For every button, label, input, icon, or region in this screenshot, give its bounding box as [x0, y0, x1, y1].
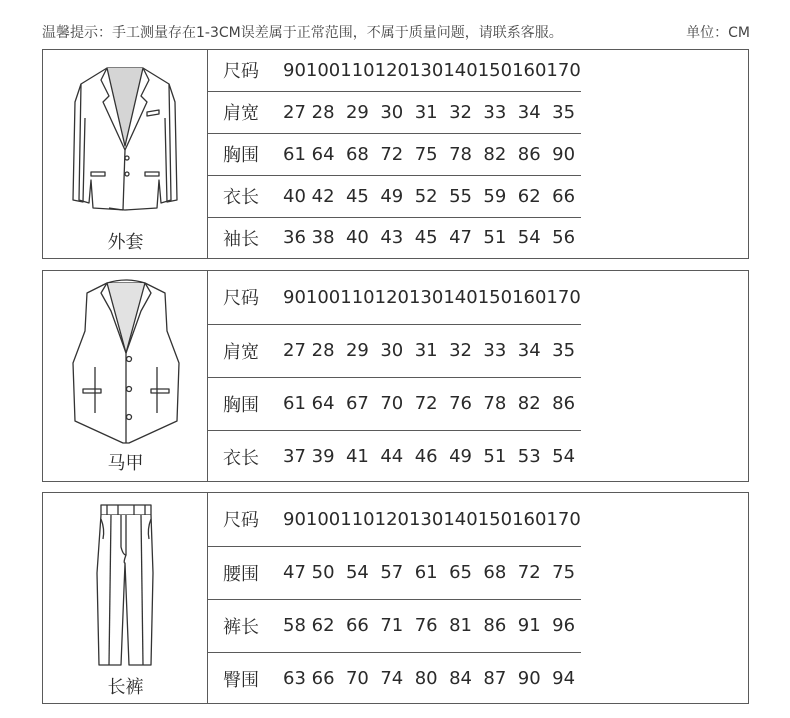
- table-cell: 45: [340, 175, 374, 217]
- table-cell: 86: [546, 377, 580, 430]
- table-cell: 47: [449, 227, 472, 249]
- table-cell: 35: [546, 324, 580, 377]
- vest-image-cell: [43, 271, 208, 481]
- table-cell: 84: [449, 668, 472, 690]
- table-cell: 42: [306, 175, 340, 217]
- table-cell: 68: [340, 133, 374, 175]
- table-cell: 120: [375, 493, 409, 546]
- table-cell: 40: [283, 175, 306, 217]
- table-row: [208, 493, 581, 546]
- trousers-label: 长裤: [107, 677, 144, 698]
- table-cell: 100: [306, 493, 340, 546]
- table-cell: 62: [512, 175, 546, 217]
- measurement-notice: 温馨提示：手工测量存在1-3CM误差属于正常范围，不属于质量问题，请联系客服。: [42, 25, 563, 41]
- table-cell: 90: [517, 668, 541, 690]
- table-cell: 31: [409, 324, 443, 377]
- table-cell: 140: [443, 493, 477, 546]
- table-cell: 96: [546, 599, 580, 652]
- table-cell: 72: [512, 546, 546, 599]
- row-label: 臀围: [223, 669, 259, 691]
- row-label: 尺码: [208, 50, 283, 91]
- table-cell: 56: [552, 227, 576, 249]
- table-row: [208, 175, 581, 217]
- table-cell: 61: [283, 133, 306, 175]
- table-cell: 35: [546, 91, 580, 133]
- table-cell: 110: [340, 271, 374, 324]
- table-cell: 30: [375, 324, 409, 377]
- row-label: 裤长: [208, 599, 283, 652]
- row-label: 袖长: [223, 228, 259, 250]
- table-cell: 86: [512, 133, 546, 175]
- table-cell: 61: [409, 546, 443, 599]
- row-label: 衣长: [208, 175, 283, 217]
- table-cell: 53: [517, 446, 541, 468]
- table-cell: 33: [478, 91, 512, 133]
- table-cell: 33: [478, 324, 512, 377]
- table-cell: 51: [483, 227, 507, 249]
- table-row: [208, 324, 581, 377]
- row-label: 尺码: [208, 493, 283, 546]
- table-cell: 81: [443, 599, 477, 652]
- table-cell: 76: [409, 599, 443, 652]
- table-cell: 38: [311, 227, 335, 249]
- table-cell: 74: [380, 668, 404, 690]
- table-cell: 80: [414, 668, 438, 690]
- jacket-label: 外套: [107, 232, 144, 253]
- table-cell: 72: [375, 133, 409, 175]
- table-cell: 130: [409, 493, 443, 546]
- table-cell: 52: [409, 175, 443, 217]
- table-cell: 70: [375, 377, 409, 430]
- table-cell: 28: [306, 324, 340, 377]
- table-cell: 75: [546, 546, 580, 599]
- trousers-size-table: [208, 493, 581, 705]
- table-row: [208, 430, 581, 483]
- table-row: [208, 377, 581, 430]
- table-cell: 140: [443, 271, 477, 324]
- vest-size-section: [42, 270, 749, 482]
- table-cell: 65: [443, 546, 477, 599]
- jacket-image-cell: [43, 50, 208, 258]
- table-cell: 58: [283, 599, 306, 652]
- table-cell: 66: [546, 175, 580, 217]
- table-row: [208, 271, 581, 324]
- table-cell: 110: [340, 493, 374, 546]
- table-cell: 86: [478, 599, 512, 652]
- jacket-size-table: [208, 50, 581, 258]
- table-cell: 94: [552, 668, 576, 690]
- table-cell: 54: [340, 546, 374, 599]
- table-cell: 29: [340, 324, 374, 377]
- table-cell: 55: [443, 175, 477, 217]
- table-cell: 59: [478, 175, 512, 217]
- table-cell: 110: [340, 50, 374, 91]
- table-cell: 49: [449, 446, 472, 468]
- table-cell: 150: [478, 50, 512, 91]
- table-cell: 82: [478, 133, 512, 175]
- table-cell: 170: [546, 271, 580, 324]
- table-cell: 78: [443, 133, 477, 175]
- table-row: [208, 546, 581, 599]
- table-cell: 39: [311, 446, 335, 468]
- table-cell: 63: [283, 668, 306, 690]
- table-cell: 47: [283, 546, 306, 599]
- vest-size-table: [208, 271, 581, 483]
- table-cell: 170: [546, 50, 580, 91]
- table-cell: 61: [283, 377, 306, 430]
- table-cell: 37: [283, 446, 306, 468]
- trousers-size-section: [42, 492, 749, 704]
- table-cell: 91: [512, 599, 546, 652]
- table-cell: 64: [306, 377, 340, 430]
- table-cell: 150: [478, 271, 512, 324]
- table-cell: 160: [512, 493, 546, 546]
- table-cell: 78: [478, 377, 512, 430]
- table-cell: 57: [375, 546, 409, 599]
- unit-label: 单位：CM: [686, 25, 750, 41]
- table-cell: 120: [375, 50, 409, 91]
- table-cell: 54: [552, 446, 576, 468]
- table-cell: 29: [340, 91, 374, 133]
- table-cell: 120: [375, 271, 409, 324]
- trousers-image-cell: [43, 493, 208, 703]
- table-cell: 49: [375, 175, 409, 217]
- table-cell: 72: [409, 377, 443, 430]
- table-row: [208, 50, 581, 91]
- table-cell: 51: [483, 446, 507, 468]
- table-cell: 30: [375, 91, 409, 133]
- table-cell: 34: [512, 324, 546, 377]
- vest-label: 马甲: [107, 453, 144, 474]
- table-cell: 45: [414, 227, 438, 249]
- table-cell: 43: [380, 227, 404, 249]
- table-cell: 41: [345, 446, 369, 468]
- table-row: [208, 91, 581, 133]
- row-label: 衣长: [223, 447, 259, 469]
- table-row: [208, 217, 581, 258]
- table-cell: 140: [443, 50, 477, 91]
- table-row: [208, 652, 581, 705]
- table-cell: 54: [517, 227, 541, 249]
- table-cell: 76: [443, 377, 477, 430]
- table-cell: 150: [478, 493, 512, 546]
- table-row: [208, 133, 581, 175]
- table-cell: 100: [306, 271, 340, 324]
- row-label: 肩宽: [208, 324, 283, 377]
- table-cell: 40: [345, 227, 369, 249]
- table-cell: 130: [409, 50, 443, 91]
- table-cell: 50: [306, 546, 340, 599]
- table-cell: 27: [283, 91, 306, 133]
- table-cell: 68: [478, 546, 512, 599]
- row-label: 肩宽: [208, 91, 283, 133]
- table-cell: 34: [512, 91, 546, 133]
- table-cell: 90: [546, 133, 580, 175]
- table-cell: 64: [306, 133, 340, 175]
- table-cell: 160: [512, 271, 546, 324]
- table-cell: 32: [443, 91, 477, 133]
- row-label: 腰围: [208, 546, 283, 599]
- table-cell: 66: [340, 599, 374, 652]
- table-cell: 32: [443, 324, 477, 377]
- table-cell: 100: [306, 50, 340, 91]
- table-cell: 130: [409, 271, 443, 324]
- table-cell: 170: [546, 493, 580, 546]
- table-cell: 46: [414, 446, 438, 468]
- row-label: 胸围: [208, 133, 283, 175]
- table-cell: 90: [283, 271, 306, 324]
- row-label: 胸围: [208, 377, 283, 430]
- table-cell: 160: [512, 50, 546, 91]
- table-cell: 75: [409, 133, 443, 175]
- row-label: 尺码: [208, 271, 283, 324]
- table-row: [208, 599, 581, 652]
- table-cell: 62: [306, 599, 340, 652]
- table-cell: 36: [283, 227, 306, 249]
- table-cell: 44: [380, 446, 404, 468]
- jacket-size-section: [42, 49, 749, 259]
- table-cell: 27: [283, 324, 306, 377]
- table-cell: 67: [340, 377, 374, 430]
- table-cell: 70: [345, 668, 369, 690]
- table-cell: 90: [283, 50, 306, 91]
- table-cell: 82: [512, 377, 546, 430]
- table-cell: 66: [311, 668, 335, 690]
- table-cell: 28: [306, 91, 340, 133]
- table-cell: 31: [409, 91, 443, 133]
- table-cell: 71: [375, 599, 409, 652]
- table-cell: 90: [283, 493, 306, 546]
- table-cell: 87: [483, 668, 507, 690]
